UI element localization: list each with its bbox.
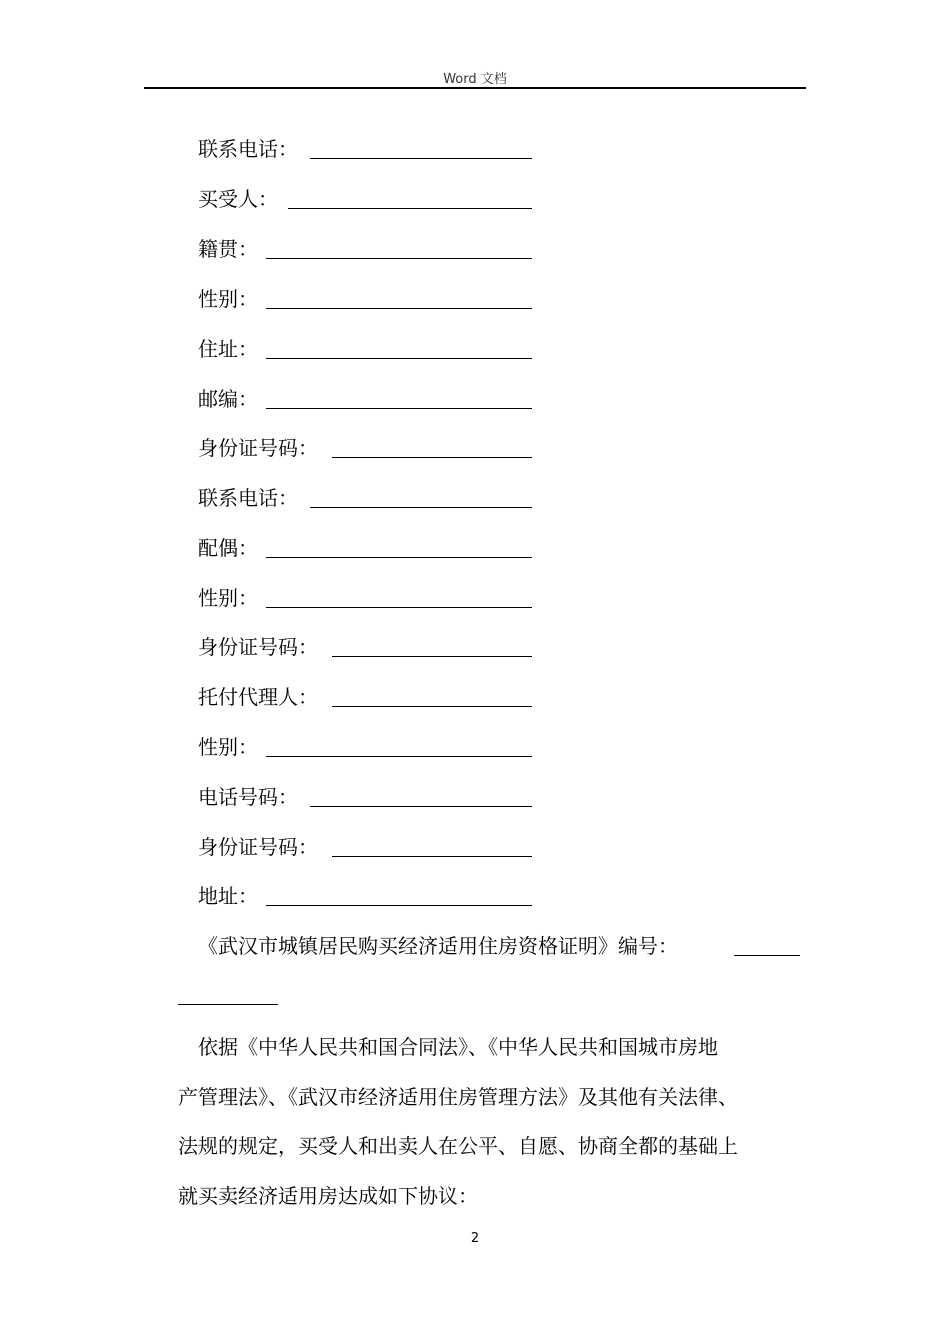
field-label: 联系电话： (198, 486, 298, 510)
certificate-label: 《武汉市城镇居民购买经济适用住房资格证明》编号： (198, 934, 678, 958)
certificate-blank (734, 955, 800, 956)
blank-line (332, 457, 532, 458)
blank-line (266, 258, 532, 259)
blank-line (332, 656, 532, 657)
blank-line (310, 507, 532, 508)
field-label: 性别： (198, 735, 258, 759)
body-paragraph-line: 产管理法》、《武汉市经济适用住房管理方法》及其他有关法律、 (178, 1085, 738, 1109)
field-label: 身份证号码： (198, 835, 318, 859)
blank-line (266, 358, 532, 359)
field-label: 联系电话： (198, 137, 298, 161)
body-paragraph-line: 法规的规定，买受人和出卖人在公平、自愿、协商全都的基础上 (178, 1134, 738, 1158)
field-label: 籍贯： (198, 237, 258, 261)
field-label: 性别： (198, 586, 258, 610)
field-label: 身份证号码： (198, 635, 318, 659)
blank-line (310, 158, 532, 159)
body-paragraph-line: 就买卖经济适用房达成如下协议： (178, 1184, 478, 1208)
blank-line (266, 905, 532, 906)
field-label: 性别： (198, 287, 258, 311)
blank-line (310, 806, 532, 807)
field-label: 住址： (198, 337, 258, 361)
field-label: 邮编： (198, 387, 258, 411)
page-number: 2 (470, 1231, 480, 1246)
blank-line (288, 208, 532, 209)
blank-line (266, 308, 532, 309)
field-label: 托付代理人： (198, 685, 318, 709)
field-label: 电话号码： (198, 785, 298, 809)
blank-line (332, 856, 532, 857)
field-label: 地址： (198, 884, 258, 908)
header-divider (144, 87, 806, 89)
field-label: 买受人： (198, 187, 278, 211)
blank-line (332, 706, 532, 707)
blank-line (266, 408, 532, 409)
certificate-blank-continued (178, 1004, 278, 1005)
blank-line (266, 756, 532, 757)
body-paragraph-line: 依据《中华人民共和国合同法》、《中华人民共和国城市房地 (198, 1035, 718, 1059)
blank-line (266, 557, 532, 558)
page-header-title: Word 文档 (443, 72, 507, 87)
field-label: 身份证号码： (198, 436, 318, 460)
field-label: 配偶： (198, 536, 258, 560)
blank-line (266, 607, 532, 608)
